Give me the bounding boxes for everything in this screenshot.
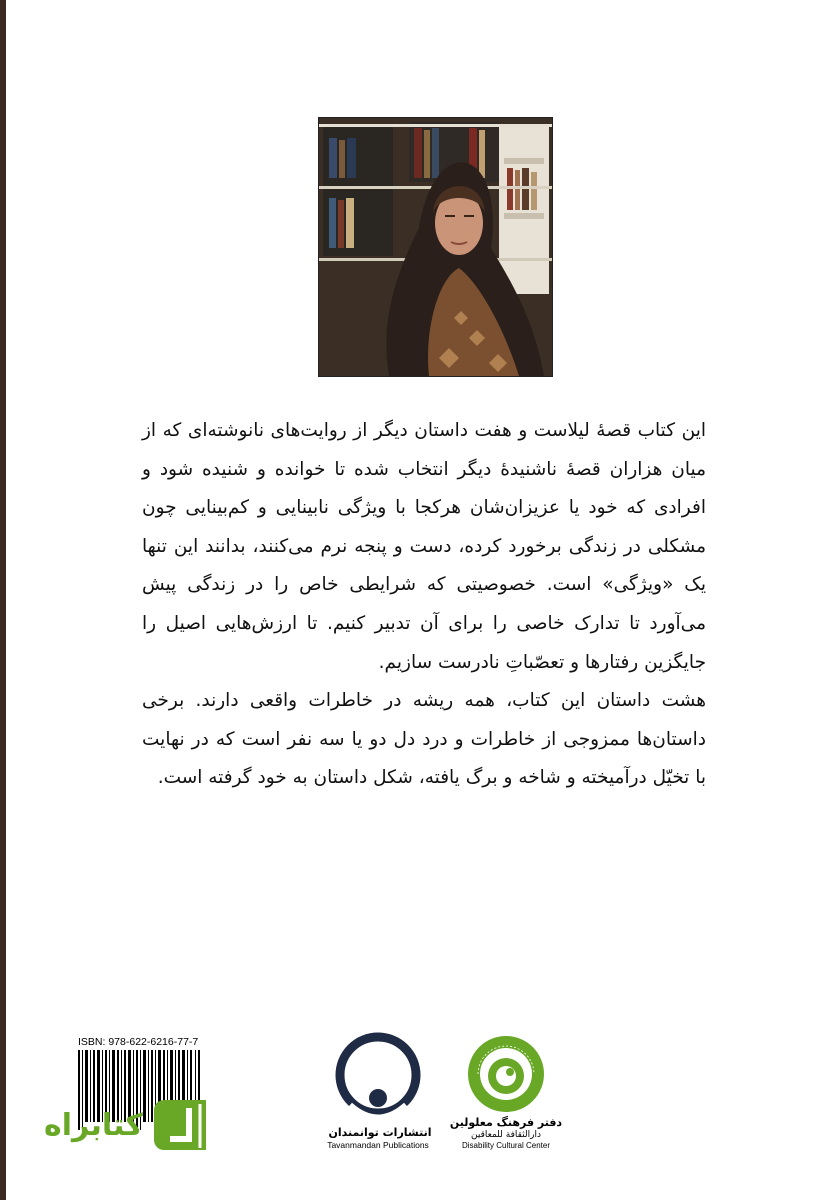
book-spine-edge: [0, 0, 6, 1200]
disability-cultural-center-logo: [466, 1034, 546, 1114]
dcc-name-fa: دفتر فرهنگ معلولین: [449, 1116, 563, 1129]
ketabrah-watermark-text: کتابراه: [44, 1108, 143, 1143]
publisher-name-fa: انتشارات توانمندان: [328, 1126, 432, 1139]
dcc-name-ar: دارالثقافة للمعاقین: [471, 1130, 541, 1140]
isbn-label: ISBN: 978-622-6216-77-7: [78, 1036, 199, 1048]
dcc-name-en: Disability Cultural Center: [461, 1141, 551, 1150]
description-paragraph-2: هشت داستان این کتاب، همه ریشه در خاطرات واقعی دارند. برخی داستان‌ها ممزوجی از خاطرات و درد دل دو یا سه نفر است که در نهایت با تخیّل درآمیخته و شاخه و برگ یافته، شکل داستان به خود گرفته است.: [142, 690, 706, 789]
publisher-logo: [333, 1030, 423, 1126]
book-description: [142, 412, 706, 798]
author-portrait: [318, 117, 553, 377]
description-paragraph-1: این کتاب قصهٔ لیلاست و هفت داستان دیگر از روایت‌های نانوشته‌ای که از میان هزاران قصهٔ ناشنیدهٔ دیگر انتخاب شده تا خوانده و شنیده شود و افرادی که خود یا عزیزان‌شان هرکجا با ویژگی نابینایی و کم‌بینایی چون مشکلی در زندگی برخورد کرده، دست و پنجه نرم می‌کنند، بدانند این تنها یک «ویژگی» است. خصوصیتی که شرایطی خاص را در زندگی پیش می‌آورد تا تدارک خاصی را برای آن تدبیر کنیم. تا ارزش‌هایی اصیل را جایگزین رفتارها و تعصّباتِ نادرست سازیم.: [142, 420, 706, 673]
publisher-name-en: Tavanmandan Publications: [327, 1140, 429, 1150]
